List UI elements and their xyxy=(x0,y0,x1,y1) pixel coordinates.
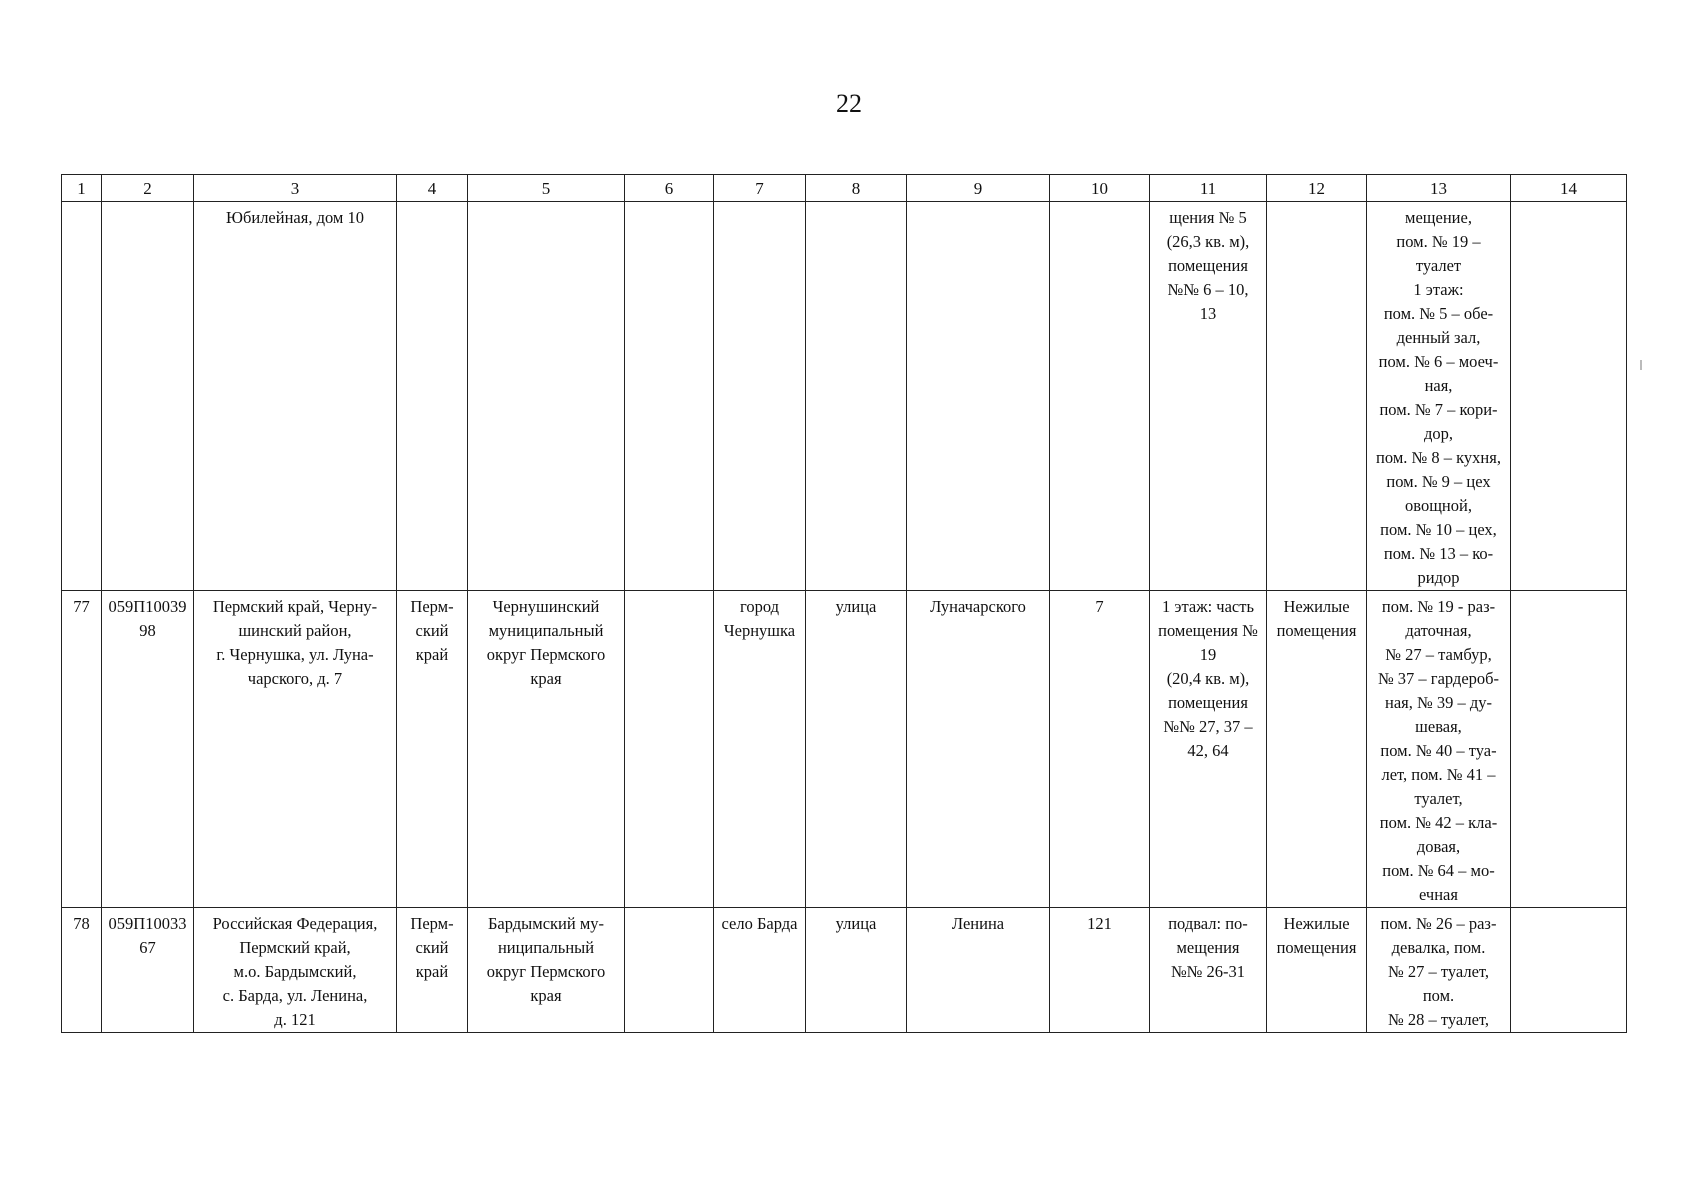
column-header-10: 10 xyxy=(1050,175,1150,202)
cell-house-number: 121 xyxy=(1050,908,1150,1033)
scan-artifact xyxy=(1640,360,1642,370)
column-header-3: 3 xyxy=(194,175,397,202)
cell-region xyxy=(397,202,468,591)
cell-number: 77 xyxy=(62,591,102,908)
table-row xyxy=(62,591,1627,908)
cell-house-number xyxy=(1050,202,1150,591)
cell-settlement: город Чернушка xyxy=(714,591,806,908)
cell-street-type: улица xyxy=(806,908,907,1033)
cell-col-6 xyxy=(625,908,714,1033)
cell-number xyxy=(62,202,102,591)
cell-object-type: Нежилые помещения xyxy=(1267,591,1367,908)
cell-region: Перм- ский край xyxy=(397,591,468,908)
cell-street-name: Ленина xyxy=(907,908,1050,1033)
cell-municipality xyxy=(468,202,625,591)
column-header-12: 12 xyxy=(1267,175,1367,202)
cell-settlement: село Барда xyxy=(714,908,806,1033)
table-row xyxy=(62,908,1627,1033)
cell-address: Российская Федерация, Пермский край, м.о. Бардымский, с. Барда, ул. Ленина, д. 121 xyxy=(194,908,397,1033)
column-header-5: 5 xyxy=(468,175,625,202)
cell-address: Юбилейная, дом 10 xyxy=(194,202,397,591)
cell-street-name xyxy=(907,202,1050,591)
table-row-continued xyxy=(62,202,1627,591)
cell-col-14 xyxy=(1511,591,1627,908)
cell-object-type xyxy=(1267,202,1367,591)
property-registry-table xyxy=(61,174,1627,1033)
cell-rooms-description: пом. № 26 – раз- девалка, пом. № 27 – туалет, пом. № 28 – туалет, xyxy=(1367,908,1511,1033)
column-header-6: 6 xyxy=(625,175,714,202)
page-number: 22 xyxy=(836,89,862,118)
cell-settlement xyxy=(714,202,806,591)
column-header-1: 1 xyxy=(62,175,102,202)
column-header-2: 2 xyxy=(102,175,194,202)
cell-municipality: Чернушинский муниципальный округ Пермского края xyxy=(468,591,625,908)
cell-street-type xyxy=(806,202,907,591)
cell-object-type: Нежилые помещения xyxy=(1267,908,1367,1033)
cell-municipality: Бардымский му- ниципальный округ Пермского края xyxy=(468,908,625,1033)
cell-registry-code: 059П10039 98 xyxy=(102,591,194,908)
cell-rooms-description: пом. № 19 - раз- даточная, № 27 – тамбур, № 37 – гардероб- ная, № 39 – ду- шевая, пом. № 40 – туа- лет, пом. № 41 – туалет, пом. № 42 – кла- довая, пом. № 64 – мо- ечная xyxy=(1367,591,1511,908)
cell-street-name: Луначарского xyxy=(907,591,1050,908)
cell-col-14 xyxy=(1511,202,1627,591)
cell-col-6 xyxy=(625,591,714,908)
cell-house-number: 7 xyxy=(1050,591,1150,908)
cell-premises: щения № 5 (26,3 кв. м), помещения №№ 6 – 10, 13 xyxy=(1150,202,1267,591)
cell-registry-code xyxy=(102,202,194,591)
table-header-row xyxy=(62,175,1627,202)
cell-premises: подвал: по- мещения №№ 26-31 xyxy=(1150,908,1267,1033)
column-header-13: 13 xyxy=(1367,175,1511,202)
cell-address: Пермский край, Черну- шинский район, г. Чернушка, ул. Луна- чарского, д. 7 xyxy=(194,591,397,908)
cell-number: 78 xyxy=(62,908,102,1033)
cell-rooms-description: мещение, пом. № 19 – туалет 1 этаж: пом. № 5 – обе- денный зал, пом. № 6 – моеч- ная, пом. № 7 – кори- дор, пом. № 8 – кухня, пом. № 9 – цех овощной, пом. № 10 – цех, пом. № 13 – ко- ридор xyxy=(1367,202,1511,591)
cell-col-6 xyxy=(625,202,714,591)
cell-street-type: улица xyxy=(806,591,907,908)
cell-region: Перм- ский край xyxy=(397,908,468,1033)
cell-registry-code: 059П10033 67 xyxy=(102,908,194,1033)
cell-col-14 xyxy=(1511,908,1627,1033)
column-header-8: 8 xyxy=(806,175,907,202)
column-header-11: 11 xyxy=(1150,175,1267,202)
column-header-9: 9 xyxy=(907,175,1050,202)
cell-premises: 1 этаж: часть помещения № 19 (20,4 кв. м), помещения №№ 27, 37 – 42, 64 xyxy=(1150,591,1267,908)
column-header-14: 14 xyxy=(1511,175,1627,202)
column-header-7: 7 xyxy=(714,175,806,202)
column-header-4: 4 xyxy=(397,175,468,202)
